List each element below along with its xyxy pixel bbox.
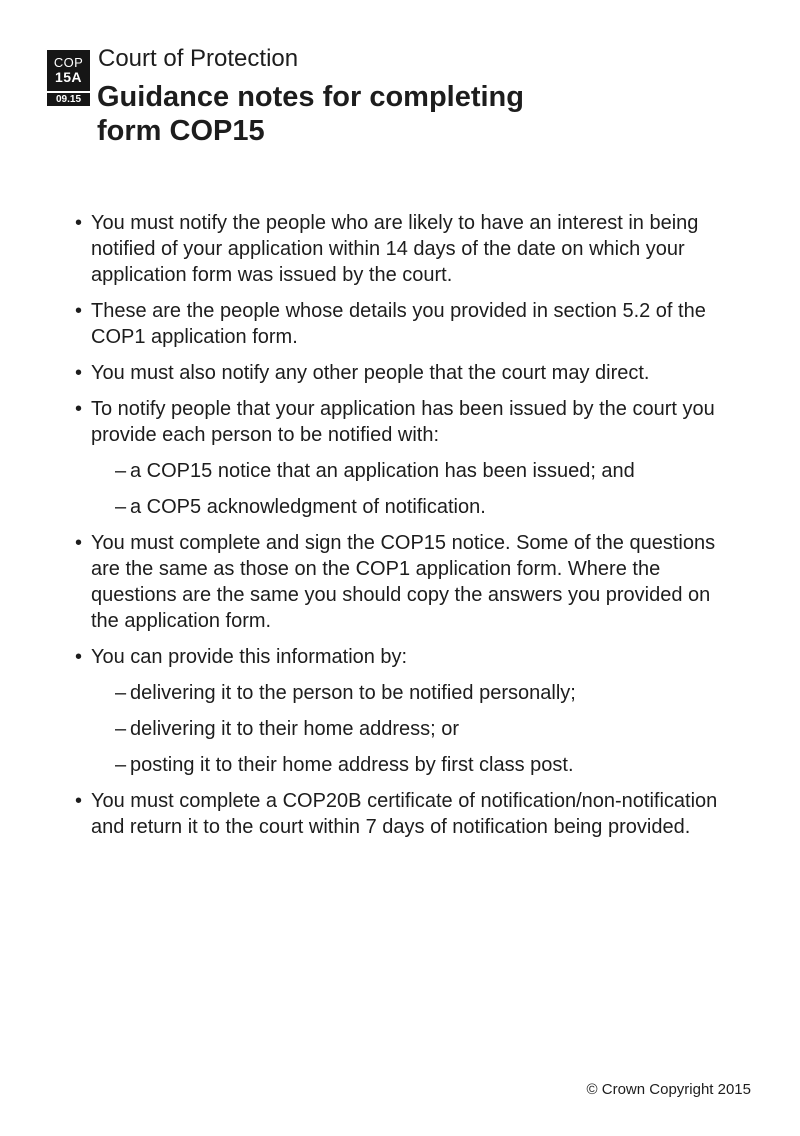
form-code-box (47, 50, 90, 91)
bullet-marker: • (75, 790, 83, 812)
bullet-text: You must complete and sign the COP15 notice. Some of the questions are the same as those on the COP1 application form. Where the questions are the same you should copy the answers you provided on the application form. (91, 532, 716, 632)
crown-copyright-notice: © Crown Copyright 2015 (586, 1081, 751, 1098)
dash-sub-item (115, 752, 739, 778)
bullet-text: You must also notify any other people that the court may direct. (91, 362, 650, 384)
bullet-item (75, 360, 739, 386)
bullet-item (75, 530, 739, 634)
bullet-marker: • (75, 646, 83, 668)
dash-sub-item (115, 716, 739, 742)
bullet-marker: • (75, 532, 83, 554)
dash-text: a COP15 notice that an application has been issued; and (130, 460, 635, 482)
bullet-item (75, 210, 739, 288)
form-code-badge (47, 50, 90, 106)
dash-text: delivering it to the person to be notified personally; (130, 682, 576, 704)
page-title-line2: form COP15 (97, 115, 265, 147)
bullet-marker: • (75, 300, 83, 322)
dash-sub-item (115, 494, 739, 520)
dash-sub-item (115, 680, 739, 706)
bullet-item (75, 644, 739, 670)
bullet-item (75, 788, 739, 840)
dash-marker: – (115, 460, 127, 482)
bullet-text: These are the people whose details you provided in section 5.2 of the COP1 application form. (91, 300, 706, 348)
dash-text: posting it to their home address by first class post. (130, 754, 574, 776)
dash-marker: – (115, 682, 127, 704)
bullet-text: You can provide this information by: (91, 646, 408, 668)
bullet-text: To notify people that your application has been issued by the court you provide each person to be notified with: (91, 398, 715, 446)
dash-text: a COP5 acknowledgment of notification. (130, 496, 486, 518)
bullet-text: You must complete a COP20B certificate of notification/non-notification and return it to the court within 7 days of notification being provided. (91, 790, 718, 838)
bullet-item (75, 298, 739, 350)
page-title (97, 80, 524, 148)
form-code-number: 15A (55, 69, 82, 85)
dash-marker: – (115, 718, 127, 740)
bullet-marker: • (75, 398, 83, 420)
guidance-notes-list (75, 210, 739, 850)
page-title-line1: Guidance notes for completing (97, 81, 524, 113)
bullet-text: You must notify the people who are likely to have an interest in being notified of your application within 14 days of the date on which your application form was issued by the court. (91, 212, 699, 286)
form-code-prefix: COP (53, 55, 84, 70)
dash-sub-item (115, 458, 739, 484)
bullet-marker: • (75, 362, 83, 384)
dash-marker: – (115, 496, 127, 518)
dash-text: delivering it to their home address; or (130, 718, 460, 740)
form-version: 09.15 (55, 94, 82, 105)
bullet-marker: • (75, 212, 83, 234)
dash-marker: – (115, 754, 127, 776)
court-name-heading: Court of Protection (98, 45, 299, 72)
form-version-box (47, 93, 90, 106)
bullet-item (75, 396, 739, 448)
